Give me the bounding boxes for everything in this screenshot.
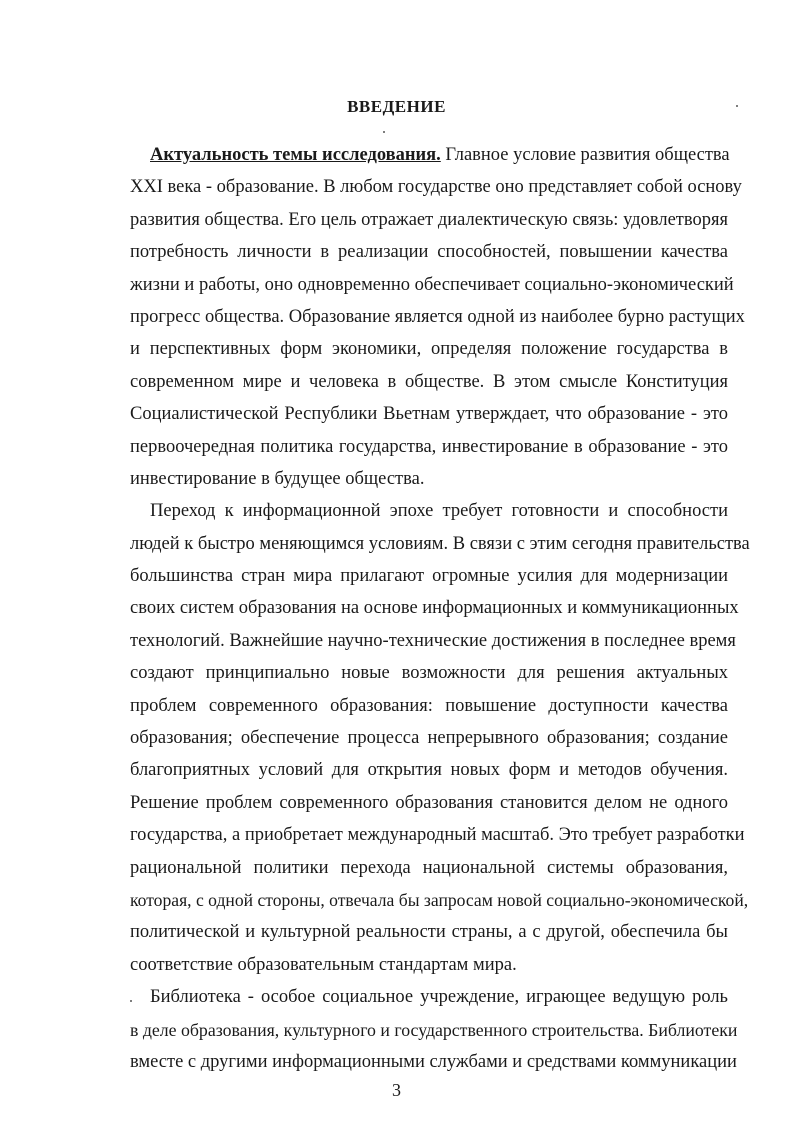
text-line: жизни и работы, оно одновременно обеспечивает социально-экономический (130, 274, 734, 295)
paragraph-2 (130, 495, 750, 981)
text-line: потребность личности в реализации способностей, повышении качества (130, 242, 728, 263)
paragraph-3 (130, 981, 738, 1078)
text-line: людей к быстро меняющимся условиям. В связи с этим сегодня правительства (130, 533, 750, 554)
text-line: Актуальность темы исследования. Главное условие развития общества (150, 145, 730, 165)
page-number: 3 (392, 1080, 401, 1100)
section-heading: Актуальность темы исследования. (150, 145, 441, 165)
text-line: политической и культурной реальности страны, а с другой, обеспечила бы (130, 922, 728, 943)
scan-speck (383, 131, 385, 133)
text-line: прогресс общества. Образование является одной из наиболее бурно растущих (130, 306, 745, 327)
text-line: в деле образования, культурного и государственного строительства. Библиотеки (130, 1019, 738, 1040)
text-line: своих систем образования на основе информационных и коммуникационных (130, 598, 739, 619)
body-text (130, 139, 750, 1078)
text-line: большинства стран мира прилагают огромные усилия для модернизации (130, 566, 728, 587)
text-line: первоочередная политика государства, инвестирование в образование - это (130, 436, 728, 457)
text-line: развития общества. Его цель отражает диалектическую связь: удовлетворяя (130, 209, 728, 230)
text-line: Библиотека - особое социальное учреждение, играющее ведущую роль (150, 987, 728, 1008)
text-line: государства, а приобретает международный масштаб. Это требует разработки (130, 825, 745, 846)
text-line: создают принципиально новые возможности для решения актуальных (130, 663, 728, 684)
text-line: благоприятных условий для открытия новых форм и методов обучения. (130, 760, 728, 781)
text-line: соответствие образовательным стандартам мира. (130, 954, 517, 975)
text-line: вместе с другими информационными службами и средствами коммуникации (130, 1051, 737, 1072)
text-line: Переход к информационной эпохе требует готовности и способности (150, 501, 728, 522)
text-line: рациональной политики перехода национальной системы образования, (130, 857, 728, 878)
text-line: Решение проблем современного образования становится делом не одного (130, 792, 728, 813)
scan-speck (736, 105, 738, 107)
text-line: Социалистической Республики Вьетнам утверждает, что образование - это (130, 404, 728, 425)
paragraph-1 (130, 139, 745, 495)
text-line: технологий. Важнейшие научно-технические достижения в последнее время (130, 630, 736, 651)
text-line: современном мире и человека в обществе. В этом смысле Конституция (130, 371, 728, 392)
text-line: проблем современного образования: повышение доступности качества (130, 695, 728, 716)
text-line: которая, с одной стороны, отвечала бы запросам новой социально-экономической, (130, 889, 749, 910)
page-title: ВВЕДЕНИЕ (347, 97, 446, 116)
text-line: XXI века - образование. В любом государстве оно представляет собой основу (130, 177, 742, 198)
text-line: образования; обеспечение процесса непрерывного образования; создание (130, 728, 728, 749)
text-line: и перспективных форм экономики, определяя положение государства в (130, 339, 728, 360)
text-line: инвестирование в будущее общества. (130, 468, 425, 489)
scan-speck (130, 1000, 132, 1002)
